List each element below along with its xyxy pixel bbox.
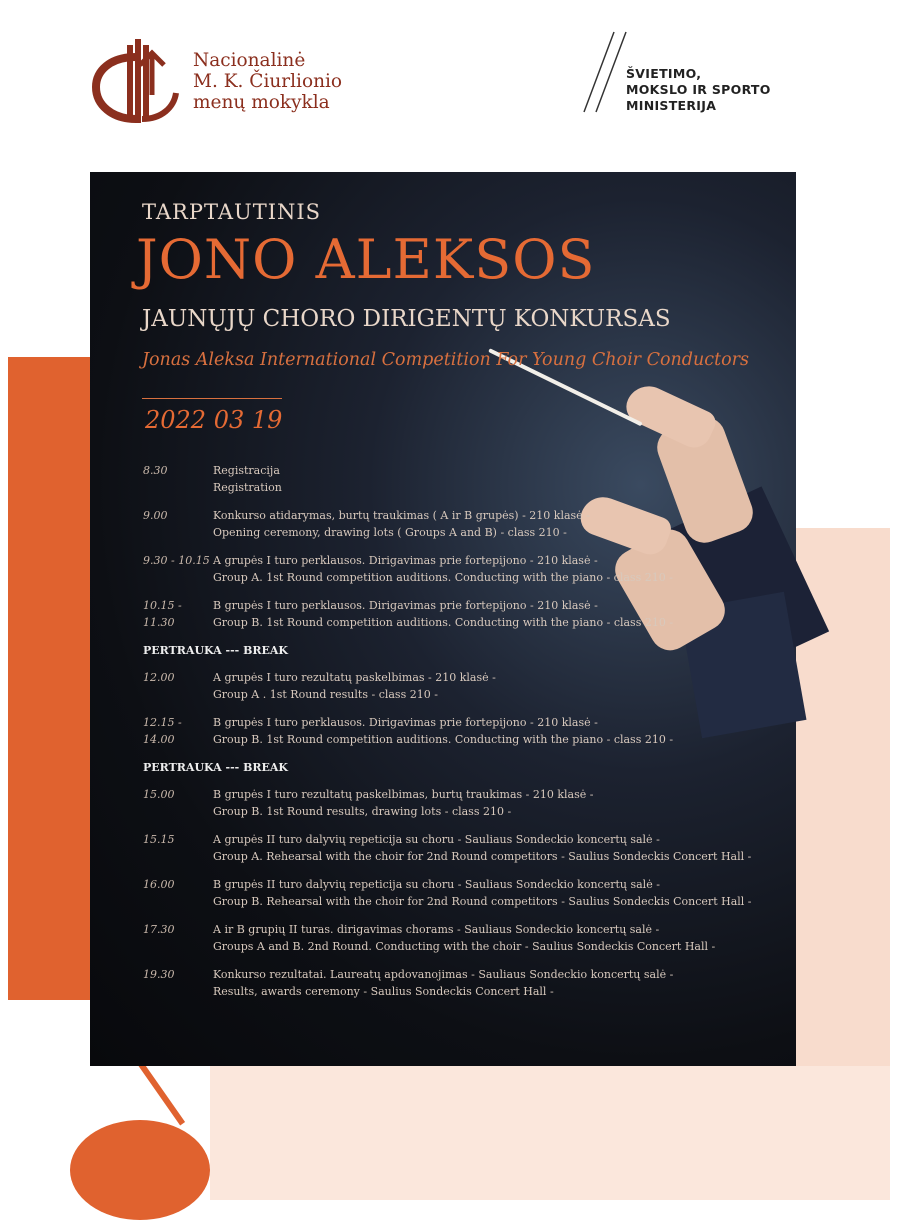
title-prefix: TARPTAUTINIS — [142, 200, 322, 224]
school-name-line: M. K. Čiurlionio — [193, 71, 343, 92]
school-name-line: menų mokykla — [193, 92, 330, 113]
schedule-item — [143, 786, 783, 820]
schedule-text-en: Group B. 1st Round competition auditions. Conducting with the piano - class 210 - — [213, 616, 674, 629]
schedule-description — [213, 831, 751, 865]
schedule-text-en: Group A. 1st Round competition auditions. Conducting with the piano - class 210 - — [213, 571, 673, 584]
schedule-description — [213, 552, 673, 586]
schedule-description — [213, 462, 282, 496]
ministry-name-line: MOKSLO IR SPORTO — [626, 82, 771, 97]
schedule-text-lt: B grupės II turo dalyvių repeticija su choru - Sauliaus Sondeckio koncertų salė - — [213, 878, 660, 891]
schedule-description — [213, 669, 496, 703]
music-note-icon — [70, 1120, 210, 1220]
schedule-description — [213, 966, 673, 1000]
page-title: JONO ALEKSOS — [136, 228, 596, 291]
schedule-text-lt: Konkurso rezultatai. Laureatų apdovanojimas - Sauliaus Sondeckio koncertų salė - — [213, 968, 674, 981]
schedule-item — [143, 714, 783, 748]
schedule-item — [143, 462, 783, 496]
schedule-description — [213, 921, 715, 955]
schedule-time: 9.00 — [143, 509, 168, 522]
schedule-text-lt: A ir B grupių II turas. dirigavimas chorams - Sauliaus Sondeckio koncertų salė - — [213, 923, 660, 936]
school-logo-icon — [90, 35, 180, 127]
schedule-text-en: Group B. 1st Round results, drawing lots - class 210 - — [213, 805, 512, 818]
ministry-name — [626, 66, 771, 114]
schedule-time: 19.30 — [143, 968, 175, 981]
schedule-item — [143, 669, 783, 703]
schedule-item — [143, 552, 783, 586]
title-divider — [142, 398, 282, 399]
school-name — [193, 50, 342, 113]
schedule-description — [213, 876, 752, 910]
schedule-description — [213, 507, 590, 541]
schedule-text-en: Groups A and B. 2nd Round. Conducting with the choir - Saulius Sondeckis Concert Hall - — [213, 940, 716, 953]
school-name-line: Nacionalinė — [193, 50, 306, 71]
schedule-text-en: Registration — [213, 481, 282, 494]
ministry-name-line: MINISTERIJA — [626, 98, 717, 113]
schedule-text-lt: B grupės I turo perklausos. Dirigavimas prie fortepijono - 210 klasė - — [213, 599, 598, 612]
event-date: 2022 03 19 — [145, 406, 283, 434]
schedule-time: 15.00 — [143, 788, 175, 801]
schedule-text-lt: Registracija — [213, 464, 280, 477]
schedule-text-lt: A grupės I turo rezultatų paskelbimas - 210 klasė - — [213, 671, 496, 684]
schedule-text-en: Group B. Rehearsal with the choir for 2nd Round competitors - Saulius Sondeckis Concert Hall - — [213, 895, 752, 908]
schedule-item — [143, 597, 783, 631]
schedule-text-lt: B grupės I turo perklausos. Dirigavimas prie fortepijono - 210 klasė - — [213, 716, 598, 729]
schedule-time: 9.30 - 10.15 — [143, 554, 210, 567]
schedule-item — [143, 921, 783, 955]
schedule-time: 16.00 — [143, 878, 175, 891]
schedule-item — [143, 876, 783, 910]
ministry-name-line: ŠVIETIMO, — [626, 66, 702, 81]
schedule-time: 12.00 — [143, 671, 175, 684]
schedule-text-en: Group A. Rehearsal with the choir for 2nd Round competitors - Saulius Sondeckis Concert Hall - — [213, 850, 752, 863]
schedule-time: 10.15 - 11.30 — [143, 599, 182, 629]
title-english: Jonas Aleksa International Competition For Young Choir Conductors — [142, 350, 749, 370]
schedule-list — [143, 462, 783, 1011]
title-subtitle: JAUNŲJŲ CHORO DIRIGENTŲ KONKURSAS — [142, 306, 671, 332]
schedule-text-lt: Konkurso atidarymas, burtų traukimas ( A ir B grupės) - 210 klasė - — [213, 509, 590, 522]
schedule-item — [143, 507, 783, 541]
schedule-item — [143, 831, 783, 865]
schedule-time: 8.30 — [143, 464, 168, 477]
schedule-item — [143, 966, 783, 1000]
schedule-text-en: Group B. 1st Round competition auditions. Conducting with the piano - class 210 - — [213, 733, 674, 746]
schedule-text-lt: A grupės I turo perklausos. Dirigavimas prie fortepijono - 210 klasė - — [213, 554, 598, 567]
schedule-description — [213, 714, 673, 748]
break-label: PERTRAUKA --- BREAK — [143, 761, 288, 774]
schedule-time: 15.15 — [143, 833, 175, 846]
schedule-text-lt: A grupės II turo dalyvių repeticija su choru - Sauliaus Sondeckio koncertų salė - — [213, 833, 660, 846]
schedule-time: 17.30 — [143, 923, 175, 936]
schedule-description — [213, 786, 594, 820]
schedule-text-en: Opening ceremony, drawing lots ( Groups A and B) - class 210 - — [213, 526, 567, 539]
schedule-time: 12.15 - 14.00 — [143, 716, 182, 746]
schedule-description — [213, 597, 673, 631]
break-label: PERTRAUKA --- BREAK — [143, 644, 288, 657]
schedule-text-en: Results, awards ceremony - Saulius Sondeckis Concert Hall - — [213, 985, 554, 998]
schedule-text-lt: B grupės I turo rezultatų paskelbimas, burtų traukimas - 210 klasė - — [213, 788, 594, 801]
peach-background-bottom — [210, 1066, 890, 1200]
schedule-text-en: Group A . 1st Round results - class 210 - — [213, 688, 438, 701]
